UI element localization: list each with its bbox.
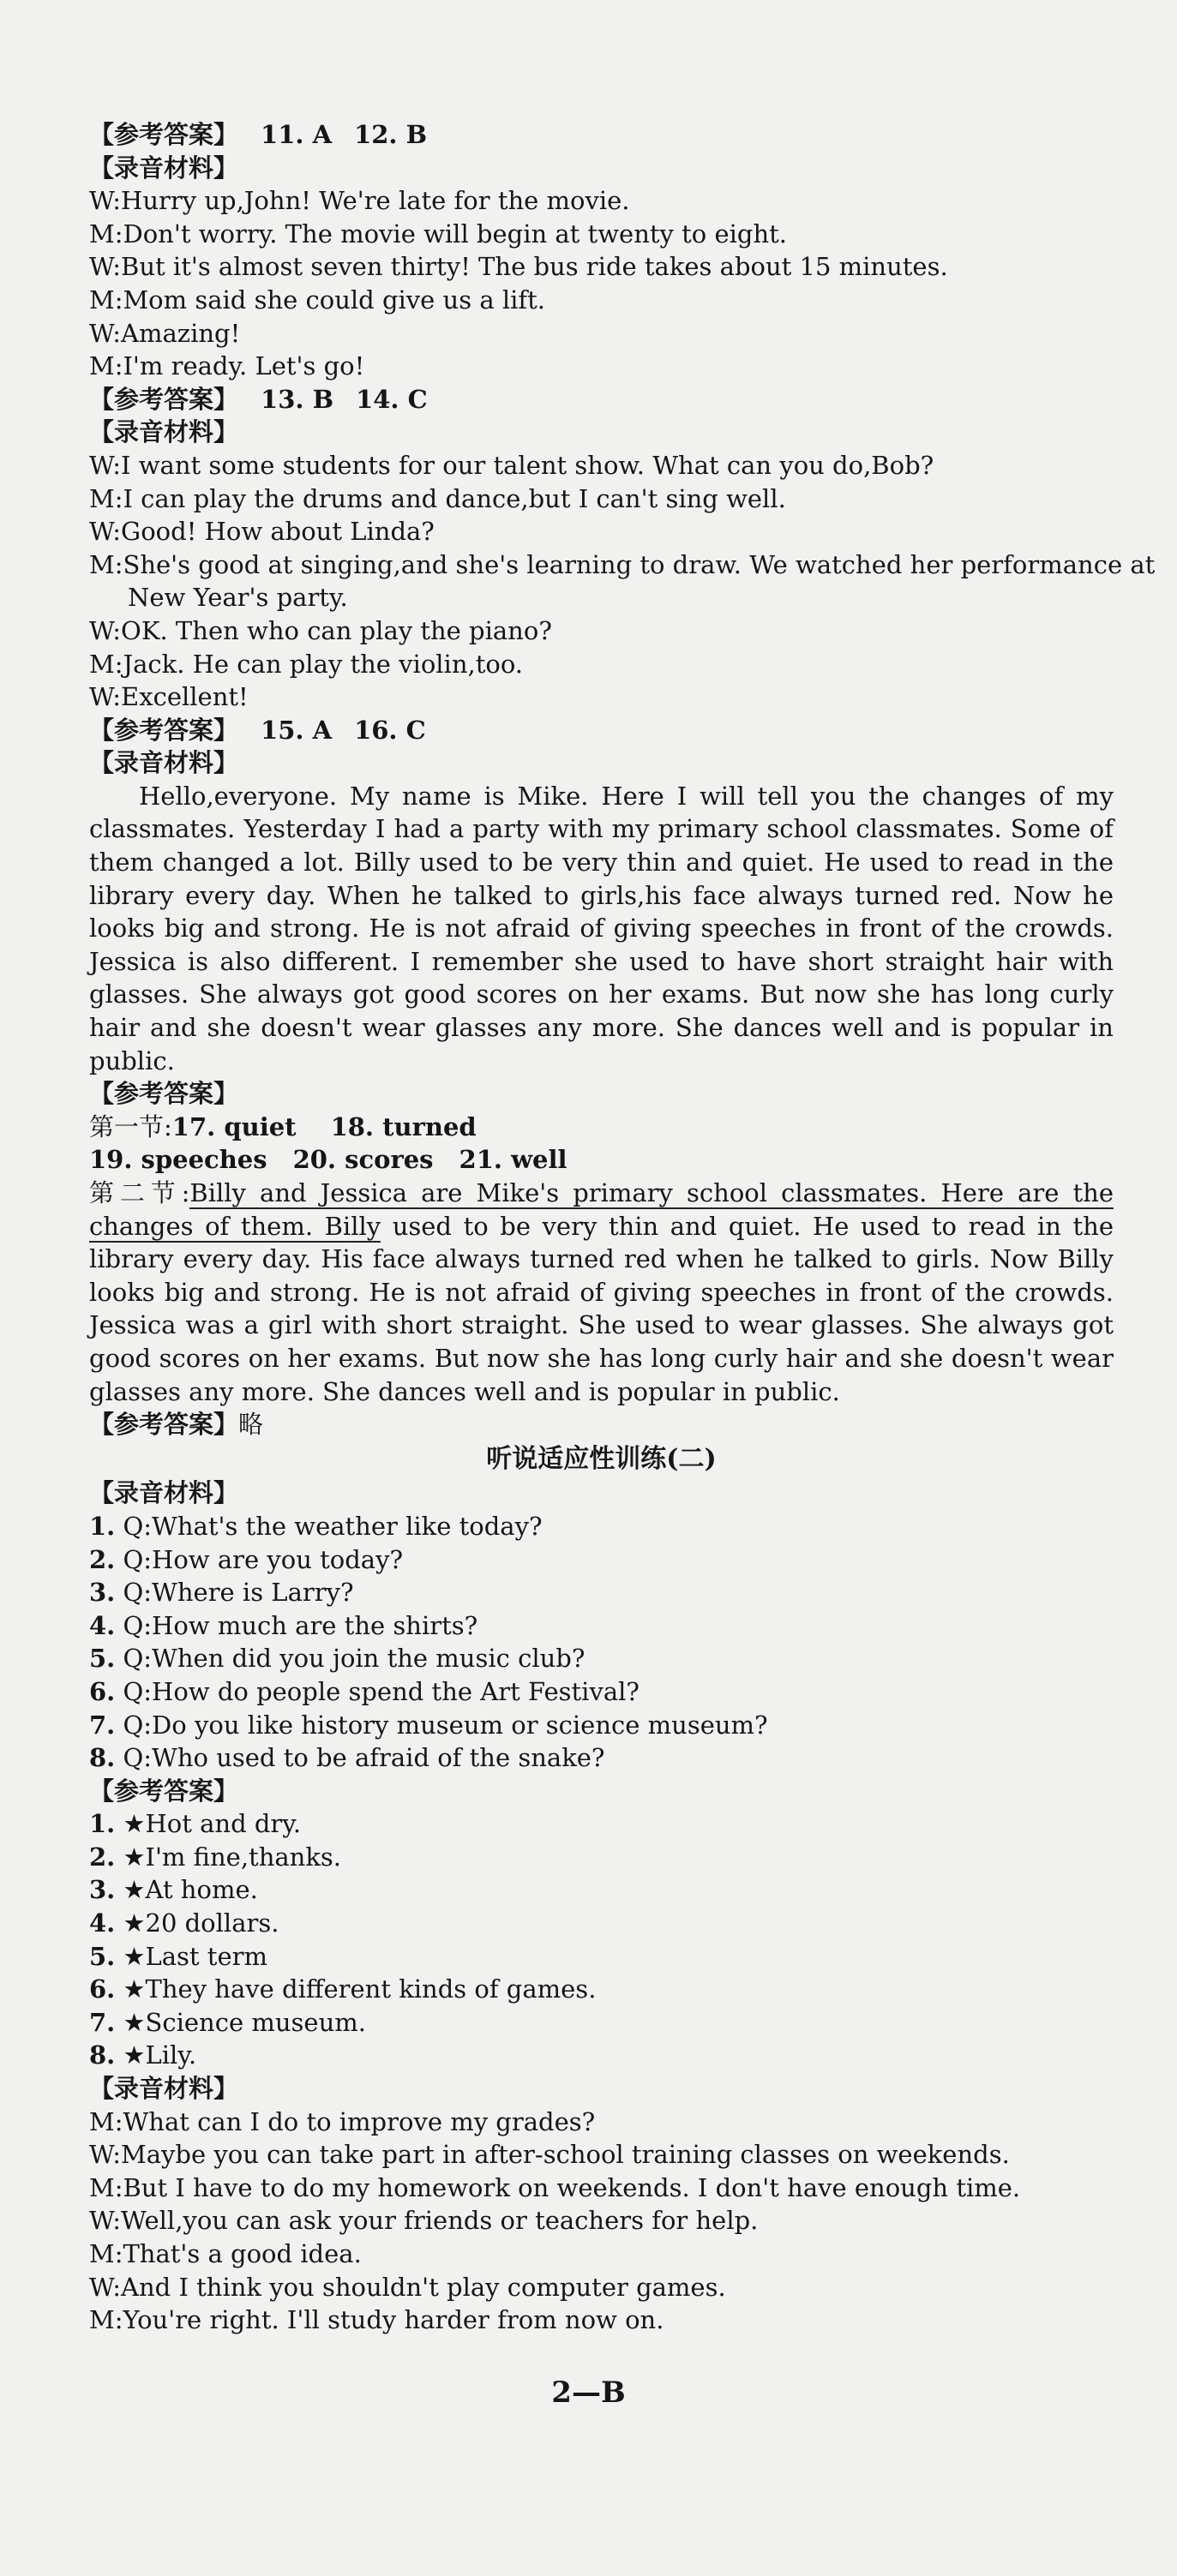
- final-answer-line: [89, 1408, 1114, 1441]
- question-row: [89, 1675, 1114, 1709]
- question-row: [89, 1709, 1114, 1742]
- dialogue-line: M:You're right. I'll study harder from now on.: [89, 2305, 664, 2335]
- item-text: Q:Who used to be afraid of the snake?: [123, 1743, 605, 1773]
- item-number: 2.: [89, 1842, 116, 1872]
- dialogue-line: W:I want some students for our talent show. What can you do,Bob?: [89, 450, 934, 480]
- answer-item: 12. B: [354, 120, 428, 149]
- question-list: [89, 1510, 1114, 1775]
- part1-line-b: [89, 1143, 1114, 1177]
- item-text: ★Last term: [123, 1941, 267, 1971]
- answer-row: [89, 2006, 1114, 2040]
- dialogue-line: W:And I think you shouldn't play computer games.: [89, 2272, 726, 2302]
- dialogue-line: M:Jack. He can play the violin,too.: [89, 649, 524, 679]
- item-number: 5.: [89, 1644, 116, 1674]
- answer-label: 【参考答案】: [89, 1079, 239, 1109]
- dialogue-line: M:What can I do to improve my grades?: [89, 2106, 596, 2136]
- question-row: [89, 1543, 1114, 1577]
- dialogue-list: [89, 2106, 1114, 2337]
- item-number: 1.: [89, 1809, 116, 1839]
- item-text: Q:How do people spend the Art Festival?: [123, 1676, 640, 1706]
- item-text: Q:Do you like history museum or science museum?: [123, 1710, 768, 1740]
- item-text: Q:How are you today?: [123, 1544, 404, 1574]
- item-text: ★Hot and dry.: [123, 1809, 302, 1839]
- item-text: Q:What's the weather like today?: [123, 1511, 543, 1541]
- answer-item: 16. C: [354, 715, 426, 745]
- dialogue-line: M:Mom said she could give us a lift.: [89, 285, 545, 315]
- page-content: [89, 118, 1156, 2337]
- answer-row: [89, 1841, 1114, 1874]
- answer-line-3: [89, 714, 1114, 747]
- final-answer: 略: [238, 1410, 264, 1440]
- answer-row: [89, 2039, 1114, 2072]
- answer-item: 17. quiet: [171, 1111, 297, 1141]
- dialogue-line: W:But it's almost seven thirty! The bus ride takes about 15 minutes.: [89, 252, 948, 282]
- dialogue-line: M:I'm ready. Let's go!: [89, 351, 365, 381]
- answer-label: 【参考答案】: [89, 120, 239, 149]
- part1-label: 第一节:: [89, 1111, 172, 1141]
- question-row: [89, 1642, 1114, 1675]
- dialogue-line: W:Amazing!: [89, 318, 241, 348]
- item-text: ★They have different kinds of games.: [123, 1974, 597, 2004]
- item-text: ★Lily.: [123, 2040, 197, 2070]
- recording-label: 【录音材料】: [89, 153, 239, 183]
- section-title: 听说适应性训练(二): [486, 1443, 717, 1474]
- item-number: 6.: [89, 1974, 116, 2004]
- part1-line-a: [89, 1111, 1114, 1144]
- item-number: 4.: [89, 1908, 116, 1938]
- dialogue-line: W:Maybe you can take part in after-school training classes on weekends.: [89, 2140, 1010, 2170]
- answer-item: 21. well: [459, 1145, 567, 1175]
- dialogue-line-continued: New Year's party.: [128, 583, 348, 613]
- dialogue-line: W:Well,you can ask your friends or teachers for help.: [89, 2206, 759, 2236]
- item-number: 3.: [89, 1578, 116, 1608]
- underlined-phrase: Billy and Jessica are Mike's primary school classmates. Here are the changes of them. Billy: [89, 1178, 1114, 1241]
- item-text: Q:Where is Larry?: [123, 1578, 354, 1608]
- answer-item: 18. turned: [330, 1111, 477, 1141]
- dialogue-line: M:Don't worry. The movie will begin at twenty to eight.: [89, 219, 788, 249]
- question-row: [89, 1741, 1114, 1775]
- item-number: 5.: [89, 1941, 116, 1971]
- item-number: 7.: [89, 1710, 116, 1740]
- question-row: [89, 1510, 1114, 1543]
- answer-item: 20. scores: [292, 1145, 434, 1175]
- question-row: [89, 1609, 1114, 1643]
- recording-label: 【录音材料】: [89, 1478, 239, 1508]
- dialogue-line: W:Excellent!: [89, 682, 249, 712]
- item-text: ★I'm fine,thanks.: [123, 1842, 342, 1872]
- answer-line-1: [89, 118, 1114, 152]
- page-number: 2—B: [551, 2375, 626, 2410]
- item-text: ★20 dollars.: [123, 1908, 279, 1938]
- answer-row: [89, 1907, 1114, 1940]
- recording-label: 【录音材料】: [89, 417, 239, 447]
- item-text: Q:When did you join the music club?: [123, 1644, 585, 1674]
- item-number: 4.: [89, 1610, 116, 1640]
- part2-text: used to be very thin and quiet. He used to read in the library every day. His face always turned red when he talked to girls. Now Billy looks big and strong. He is not afraid of giving speeches in front of the crowds. Jessica was a girl with short straight. She used to wear glasses. She always got good scores on her exams. But now she has long curly hair and she doesn't wear glasses any more. She dances well and is popular in public.: [89, 1211, 1114, 1406]
- dialogue-line: W:Good! How about Linda?: [89, 517, 435, 547]
- item-number: 7.: [89, 2007, 116, 2037]
- answer-item: 19. speeches: [89, 1145, 267, 1175]
- item-number: 3.: [89, 1875, 116, 1905]
- item-number: 8.: [89, 1743, 116, 1773]
- recording-label: 【录音材料】: [89, 2074, 239, 2104]
- dialogue-line: M:She's good at singing,and she's learning to draw. We watched her performance at: [89, 549, 1156, 579]
- answer-item: 14. C: [356, 384, 428, 414]
- item-text: Q:How much are the shirts?: [123, 1610, 478, 1640]
- dialogue-line: M:I can play the drums and dance,but I can't sing well.: [89, 483, 786, 513]
- monologue-paragraph: Hello,everyone. My name is Mike. Here I will tell you the changes of my classmates. Yesterday I had a party with my primary school classmates. Some of them changed a lot. Billy used to be very thin and quiet. He used to read in the library every day. When he talked to girls,his face always turned red. Now he looks big and strong. He is not afraid of giving speeches in front of the crowds. Jessica is also different. I remember she used to have short straight hair with glasses. She always got good scores on her exams. But now she has long curly hair and she doesn't wear glasses any more. She dances well and is popular in public.: [89, 781, 1114, 1075]
- answer-label: 【参考答案】: [89, 715, 239, 745]
- dialogue-line: W:Hurry up,John! We're late for the movie.: [89, 186, 630, 216]
- item-number: 6.: [89, 1676, 116, 1706]
- answer-item: 15. A: [261, 715, 333, 745]
- answer-label: 【参考答案】: [89, 384, 239, 414]
- item-number: 2.: [89, 1544, 116, 1574]
- dialogue-line: W:OK. Then who can play the piano?: [89, 615, 552, 645]
- item-number: 8.: [89, 2040, 116, 2070]
- answer-item: 13. B: [261, 384, 334, 414]
- answer-row: [89, 1973, 1114, 2006]
- item-text: ★Science museum.: [123, 2007, 366, 2037]
- answer-row: [89, 1873, 1114, 1907]
- part2-paragraph: [89, 1177, 1114, 1408]
- answer-row: [89, 1940, 1114, 1974]
- answer-label: 【参考答案】: [89, 1776, 239, 1806]
- item-number: 1.: [89, 1511, 116, 1541]
- answer-row: [89, 1807, 1114, 1841]
- dialogue-line: M:But I have to do my homework on weekends. I don't have enough time.: [89, 2172, 1021, 2202]
- item-text: ★At home.: [123, 1875, 258, 1905]
- question-row: [89, 1576, 1114, 1609]
- answer-label: 【参考答案】: [89, 1410, 239, 1440]
- part2-label: 第二节:: [89, 1178, 190, 1207]
- dialogue-line: M:That's a good idea.: [89, 2239, 362, 2268]
- recording-label: 【录音材料】: [89, 748, 239, 778]
- answer-line-2: [89, 383, 1114, 416]
- answer-list: [89, 1807, 1114, 2072]
- answer-item: 11. A: [261, 120, 333, 149]
